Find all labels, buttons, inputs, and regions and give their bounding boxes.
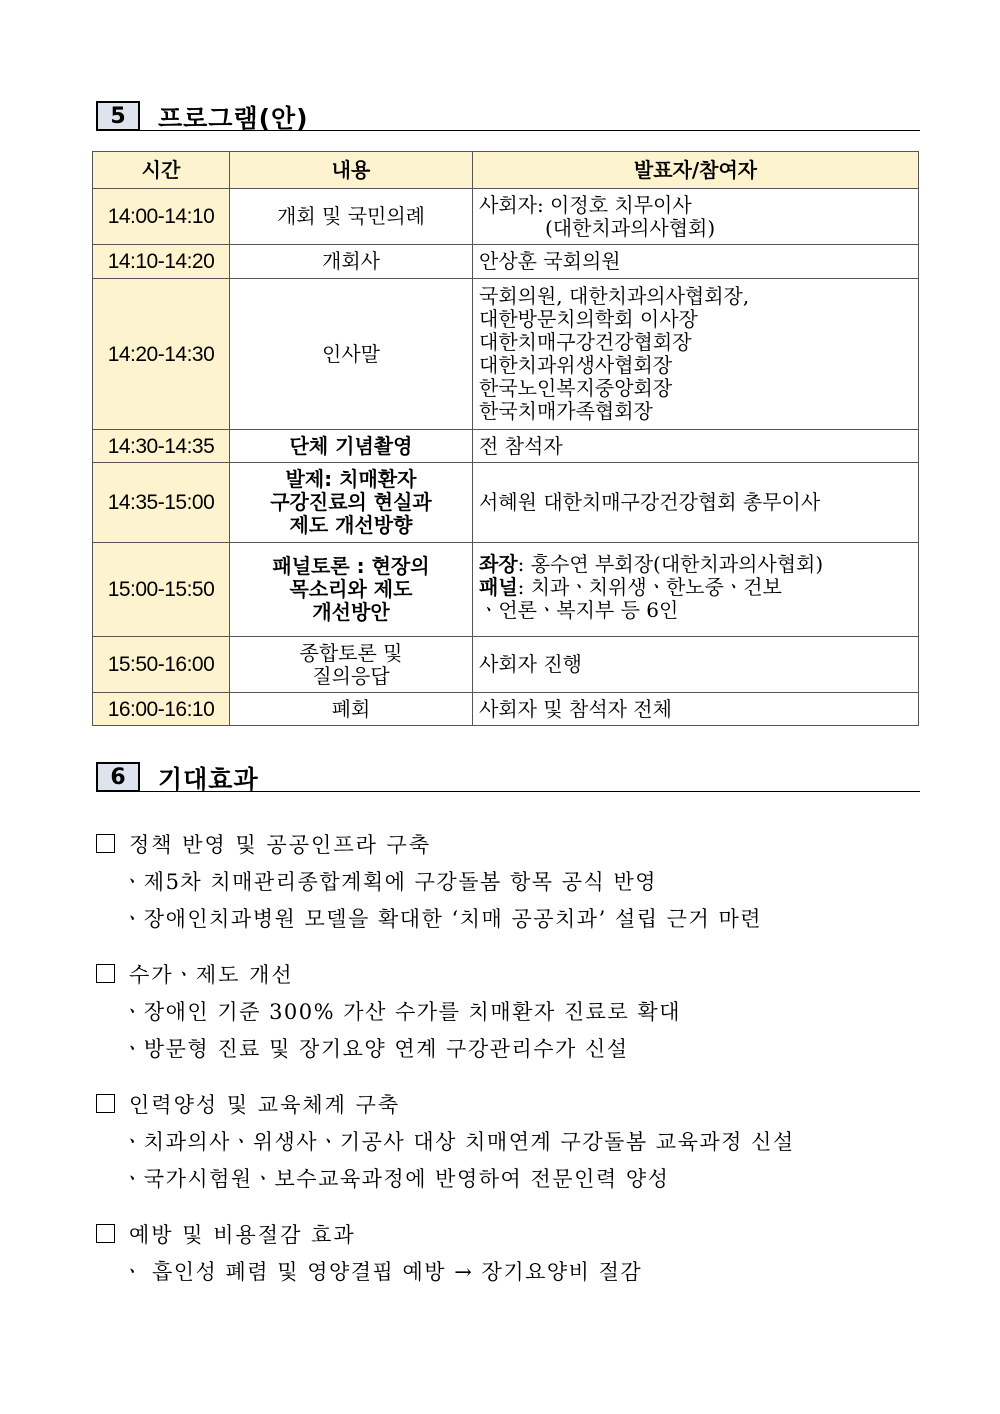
speaker-line xyxy=(479,308,912,331)
header-content: 내용 xyxy=(230,152,473,189)
checkbox-square-icon xyxy=(96,834,115,853)
effect-group xyxy=(96,956,926,1068)
speaker-cell xyxy=(473,543,919,637)
section-number: 5 xyxy=(96,101,140,131)
effect-item: ㆍ제5차 치매관리종합계획에 구강돌봄 항목 공식 반영 xyxy=(122,870,658,894)
content-cell xyxy=(230,430,473,463)
speaker-role-label: 패널 xyxy=(479,575,518,599)
speaker-text: 서혜원 대한치매구강건강협회 총무이사 xyxy=(479,490,821,514)
table-row xyxy=(93,693,919,726)
content-line: 개선방안 xyxy=(312,600,390,624)
table-row xyxy=(93,430,919,463)
header-time: 시간 xyxy=(93,152,230,189)
speaker-text: 대한치매구강건강협회장 xyxy=(479,330,692,354)
header-speaker: 발표자/참여자 xyxy=(473,152,919,189)
content-line: 목소리와 제도 xyxy=(289,577,413,601)
speaker-cell xyxy=(473,279,919,430)
speaker-text: 한국치매가족협회장 xyxy=(479,399,653,423)
speaker-line xyxy=(479,553,912,576)
content-cell xyxy=(230,245,473,279)
table-row xyxy=(93,189,919,245)
effect-item: ㆍ치과의사ㆍ위생사ㆍ기공사 대상 치매연계 구강돌봄 교육과정 신설 xyxy=(122,1130,795,1154)
speaker-text: 사회자 진행 xyxy=(479,652,582,676)
speaker-text: : 치과ㆍ치위생ㆍ한노중ㆍ건보 xyxy=(517,575,782,599)
speaker-line xyxy=(479,435,912,458)
speaker-text: 사회자: 이정호 치무이사 xyxy=(479,192,692,217)
effect-group xyxy=(96,1086,926,1198)
time-cell: 15:50-16:00 xyxy=(93,637,230,693)
section-underline xyxy=(140,130,920,131)
checkbox-square-icon xyxy=(96,964,115,983)
content-line: 발제: 치매환자 xyxy=(285,467,417,491)
speaker-text: : 홍수연 부회장(대한치과의사협회) xyxy=(517,552,824,576)
effect-group-title xyxy=(96,1086,926,1124)
program-table-body xyxy=(93,189,919,726)
section-5-heading xyxy=(96,101,920,135)
effect-group-label: 인력양성 및 교육체계 구축 xyxy=(129,1093,401,1117)
speaker-text: (대한치과의사협회) xyxy=(545,215,716,240)
content-cell xyxy=(230,189,473,245)
speaker-line xyxy=(479,576,912,599)
expected-effects-list xyxy=(96,826,926,1309)
section-title: 기대효과 xyxy=(158,765,259,794)
program-table xyxy=(92,151,919,726)
table-row xyxy=(93,463,919,543)
content-line: 폐회 xyxy=(331,696,371,721)
speaker-text: 국회의원, 대한치과의사협회장, xyxy=(479,284,750,308)
speaker-line xyxy=(479,194,912,217)
section-6-heading xyxy=(96,762,920,796)
effect-group-label: 예방 및 비용절감 효과 xyxy=(129,1223,356,1247)
effect-item: ㆍ장애인치과병원 모델을 확대한 ‘치매 공공치과’ 설립 근거 마련 xyxy=(122,907,763,931)
effect-group-title xyxy=(96,1216,926,1254)
effect-group-label: 수가ㆍ제도 개선 xyxy=(129,963,294,987)
table-header-row xyxy=(93,152,919,189)
speaker-line xyxy=(479,698,912,721)
table-row xyxy=(93,543,919,637)
speaker-text: 사회자 및 참석자 전체 xyxy=(479,696,672,721)
content-line: 질의응답 xyxy=(312,663,390,688)
effect-group-label: 정책 반영 및 공공인프라 구축 xyxy=(129,833,432,857)
content-line: 인사말 xyxy=(322,341,380,366)
speaker-cell xyxy=(473,430,919,463)
speaker-text: 한국노인복지중앙회장 xyxy=(479,376,673,400)
checkbox-square-icon xyxy=(96,1224,115,1243)
speaker-line xyxy=(479,599,912,622)
speaker-line xyxy=(479,491,912,514)
speaker-text: 전 참석자 xyxy=(479,433,563,458)
section-title: 프로그램(안) xyxy=(158,104,309,133)
speaker-cell xyxy=(473,637,919,693)
speaker-line xyxy=(479,217,912,240)
content-line: 구강진료의 현실과 xyxy=(270,490,432,514)
speaker-cell xyxy=(473,189,919,245)
content-line: 제도 개선방향 xyxy=(289,513,413,537)
speaker-line xyxy=(479,354,912,377)
speaker-cell xyxy=(473,463,919,543)
effect-item: ㆍ방문형 진료 및 장기요양 연계 구강관리수가 신설 xyxy=(122,1037,629,1061)
table-row xyxy=(93,637,919,693)
table-row xyxy=(93,245,919,279)
speaker-text: 대한치과위생사협회장 xyxy=(479,353,673,377)
section-underline xyxy=(140,791,920,792)
content-line: 단체 기념촬영 xyxy=(289,433,413,458)
speaker-line xyxy=(479,285,912,308)
effect-item: ㆍ장애인 기준 300% 가산 수가를 치매환자 진료로 확대 xyxy=(122,1000,681,1024)
speaker-cell xyxy=(473,693,919,726)
effect-item: ㆍ국가시험원ㆍ보수교육과정에 반영하여 전문인력 양성 xyxy=(122,1167,670,1191)
content-cell xyxy=(230,279,473,430)
content-cell xyxy=(230,637,473,693)
speaker-line xyxy=(479,250,912,273)
content-line: 종합토론 및 xyxy=(299,640,403,665)
speaker-text: 대한방문치의학회 이사장 xyxy=(479,307,698,331)
speaker-line xyxy=(479,377,912,400)
content-line: 패널토론 : 현장의 xyxy=(272,554,430,578)
effect-group-title xyxy=(96,826,926,864)
content-cell xyxy=(230,543,473,637)
time-cell: 14:00-14:10 xyxy=(93,189,230,245)
content-line: 개회사 xyxy=(322,249,380,273)
effect-group xyxy=(96,826,926,938)
time-cell: 14:30-14:35 xyxy=(93,430,230,463)
speaker-role-label: 좌장 xyxy=(479,552,518,576)
time-cell: 14:10-14:20 xyxy=(93,245,230,279)
table-row xyxy=(93,279,919,430)
checkbox-square-icon xyxy=(96,1094,115,1113)
section-number: 6 xyxy=(96,762,140,792)
time-cell: 15:00-15:50 xyxy=(93,543,230,637)
effect-item: ㆍ 흡인성 폐렴 및 영양결핍 예방 → 장기요양비 절감 xyxy=(122,1260,643,1284)
time-cell: 14:35-15:00 xyxy=(93,463,230,543)
time-cell: 14:20-14:30 xyxy=(93,279,230,430)
content-cell xyxy=(230,463,473,543)
speaker-text: ㆍ언론ㆍ복지부 등 6인 xyxy=(479,598,679,622)
effect-group-title xyxy=(96,956,926,994)
speaker-text: 안상훈 국회의원 xyxy=(479,249,621,273)
content-cell xyxy=(230,693,473,726)
content-line: 개회 및 국민의례 xyxy=(277,204,425,228)
speaker-line xyxy=(479,653,912,676)
speaker-line xyxy=(479,331,912,354)
speaker-line xyxy=(479,400,912,423)
time-cell: 16:00-16:10 xyxy=(93,693,230,726)
effect-group xyxy=(96,1216,926,1291)
speaker-cell xyxy=(473,245,919,279)
